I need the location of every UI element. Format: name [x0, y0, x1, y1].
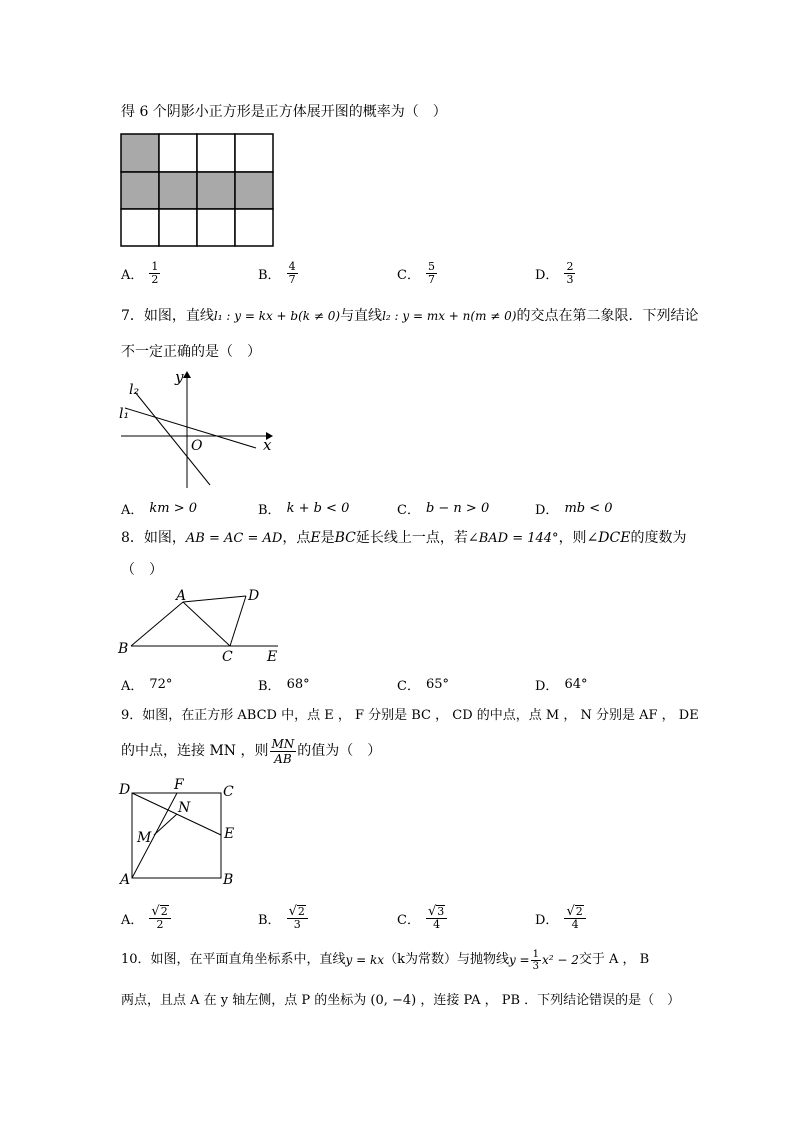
grid-cell — [197, 209, 235, 246]
point-F-label: F — [174, 777, 184, 793]
segment-DC — [230, 596, 246, 646]
grid-cell — [197, 134, 235, 172]
point-C-label: C — [222, 649, 233, 665]
q8-option-d[interactable]: D． 64° — [535, 676, 588, 694]
grid-cell — [121, 209, 159, 246]
q9-option-a[interactable]: A． √ 2 2 — [121, 900, 171, 936]
point-A-label: A — [120, 872, 131, 888]
q6-option-a[interactable]: A． $\frac{1}{2}$ — [121, 259, 159, 286]
l1-label: l₁ — [119, 406, 130, 422]
q9-stem-line2: 的中点，连接 MN ，则 $\frac{MN}{AB}$ 的值为（ ） — [121, 736, 382, 766]
q8-option-b[interactable]: B． 68° — [258, 676, 310, 694]
denominator: 7 — [288, 272, 296, 286]
q8-triangle-figure — [116, 585, 282, 665]
q7-option-a[interactable]: A． km > 0 — [121, 500, 198, 518]
grid-cell — [235, 209, 273, 246]
l1-expression: l₁ : y = kx + b(k ≠ 0) — [213, 309, 341, 323]
numerator: 1 — [151, 259, 159, 273]
x-axis-label: x — [263, 436, 272, 454]
grid-cell — [235, 134, 273, 172]
grid-cell-shaded — [197, 172, 235, 209]
q9-options — [121, 900, 681, 936]
q6-option-b[interactable]: B． $\frac{4}{7}$ — [258, 259, 296, 286]
q9-option-c[interactable]: C． √ 3 4 — [397, 900, 447, 936]
grid-cell-shaded — [235, 172, 273, 209]
segment-MN — [154, 814, 177, 835]
q8-stem-line2: （ ） — [121, 562, 163, 578]
grid-cell-shaded — [121, 134, 159, 172]
grid-cell — [159, 134, 197, 172]
q9-option-d[interactable]: D． √ 2 4 — [535, 900, 586, 936]
q8-options — [121, 667, 681, 701]
q7-option-d[interactable]: D． mb < 0 — [535, 500, 613, 518]
point-E-label: E — [224, 826, 235, 842]
segment-AC — [183, 602, 230, 646]
one-third-fraction: $\frac{1}{3}$ — [532, 948, 539, 972]
point-C-label: C — [223, 784, 234, 800]
numerator: 2 — [566, 259, 574, 273]
point-D-label: D — [248, 588, 260, 604]
q9-square-figure — [116, 778, 242, 888]
q6-option-d[interactable]: D． $\frac{2}{3}$ — [535, 259, 574, 286]
q7-option-c[interactable]: C． b − n > 0 — [397, 500, 490, 518]
point-N-label: N — [178, 800, 191, 816]
point-B-label: B — [118, 641, 129, 657]
q7-stem-line2: 不一定正确的是（ ） — [121, 344, 261, 360]
q6-stem: 得 6 个阴影小正方形是正方体展开图的概率为（ ） — [121, 104, 447, 120]
q7-option-b[interactable]: B． k + b < 0 — [258, 500, 350, 518]
grid-cell-shaded — [159, 172, 197, 209]
mn-over-ab-fraction: $\frac{MN}{AB}$ — [271, 736, 295, 766]
l2-label: l₂ — [129, 382, 140, 398]
point-B-label: B — [223, 872, 234, 888]
q8-option-a[interactable]: A． 72° — [121, 676, 173, 694]
q10-stem-line1: 10．如图，在平面直角坐标系中，直线 y = kx （k为常数）与抛物线 y = $\frac{1}{3}$ x² − 2 交于 A ， B — [121, 948, 650, 972]
numerator: 5 — [427, 259, 435, 273]
q7-coordinate-figure — [118, 368, 278, 492]
point-M-label: M — [137, 830, 152, 846]
point-A-label: A — [176, 588, 187, 604]
segment-AB — [131, 602, 183, 646]
denominator: 7 — [427, 272, 435, 286]
q7-stem-line1: 7．如图，直线l₁ : y = kx + b(k ≠ 0)与直线l₂ : y = mx + n(m ≠ 0)的交点在第二象限．下列结论 — [121, 308, 699, 324]
q6-options — [121, 256, 681, 290]
q10-stem-line2: 两点，且点 A 在 y 轴左侧，点 P 的坐标为 (0, −4) ，连接 PA ， PB ．下列结论错误的是（ ） — [121, 993, 681, 1008]
denominator: 2 — [151, 272, 159, 286]
denominator: 3 — [566, 272, 574, 286]
q6-grid-figure — [120, 133, 276, 247]
q7-options — [121, 491, 681, 525]
point-E-label: E — [267, 649, 278, 665]
q8-stem-line1: 8．如图，AB = AC = AD，点E是BC延长线上一点，若∠BAD = 144°，则∠DCE的度数为 — [121, 530, 687, 546]
l2-expression: l₂ : y = mx + n(m ≠ 0) — [382, 309, 517, 323]
grid-cell — [159, 209, 197, 246]
segment-AD — [183, 596, 246, 602]
numerator: 4 — [288, 259, 296, 273]
q6-option-c[interactable]: C． $\frac{5}{7}$ — [397, 259, 435, 286]
q8-option-c[interactable]: C． 65° — [397, 676, 449, 694]
y-axis-label: y — [175, 368, 184, 386]
origin-label: O — [191, 438, 203, 454]
grid-cell-shaded — [121, 172, 159, 209]
q9-option-b[interactable]: B． √ 2 3 — [258, 900, 308, 936]
point-D-label: D — [119, 782, 131, 798]
q9-stem-line1: 9．如图，在正方形 ABCD 中，点 E ， F 分别是 BC ， CD 的中点，点 M ， N 分别是 AF ， DE — [121, 708, 699, 723]
